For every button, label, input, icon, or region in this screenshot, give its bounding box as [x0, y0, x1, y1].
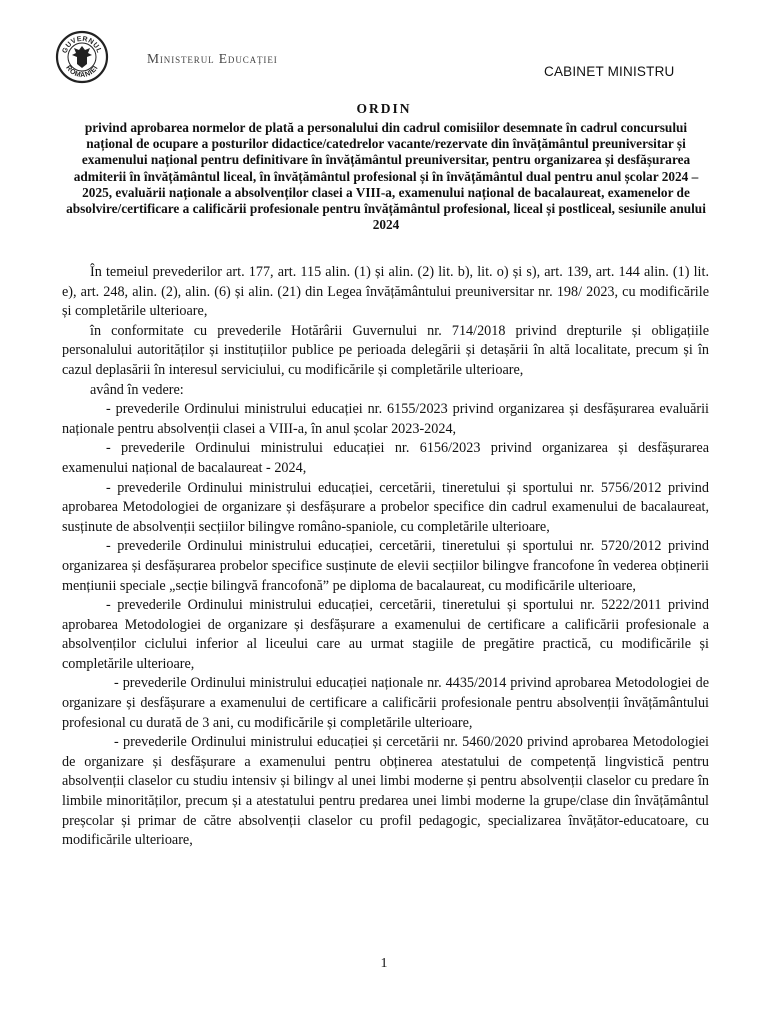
document-body [62, 263, 709, 851]
list-item: - prevederile Ordinului ministrului educației nr. 6156/2023 privind organizarea și desfășurarea examenului național de bacalaureat - 2024, [62, 440, 709, 476]
government-seal-icon [54, 28, 134, 86]
paragraph-considering: având în vedere: [90, 381, 184, 398]
list-item: - prevederile Ordinului ministrului educației, cercetării, tineretului și sportului nr. 5222/2011 privind aprobarea Metodologiei de organizare și desfășurare a examenului de certificare a calificării profesionale a absolvenților ciclului inferior al liceului care au urmat stagiile de pregătire practică, cu modificările și completările ulterioare, [62, 597, 709, 672]
ministry-name: Ministerul Educației [147, 51, 278, 66]
document-title: ORDIN [356, 101, 412, 116]
list-item: - prevederile Ordinului ministrului educației, cercetării, tineretului și sportului nr. 5720/2012 privind organizarea și desfășurarea probelor specifice susținute de elevii secțiilor bilingve francofone în vederea obținerii mențiunii speciale „secție bilingvă francofonă” pe diploma de bacalaureat, cu modificările ulterioare, [62, 538, 709, 594]
seal-text-bottom: ROMÂNIEI [64, 64, 100, 80]
paragraph-conformity: în conformitate cu prevederile Hotărârii Guvernului nr. 714/2018 privind drepturile și obligațiile personalului autorităților și instituțiilor publice pe perioada delegării și detașării în altă localitate, precum și în cazul deplasării în interesul serviciului, cu modificările și completările ulterioare, [62, 322, 709, 378]
paragraph-legal-basis: În temeiul prevederilor art. 177, art. 115 alin. (1) și alin. (2) lit. b), lit. o) și s), art. 139, art. 144 alin. (1) lit. e), art. 248, alin. (2), alin. (6) și alin. (21) din Legea învățământului preuniversitar nr. 198/ 2023, cu modificările și completările ulterioare, [62, 264, 709, 320]
list-item: - prevederile Ordinului ministrului educației nr. 6155/2023 privind organizarea și desfășurarea evaluării naționale pentru absolvenții clasei a VIII-a, în anul școlar 2023-2024, [62, 401, 709, 437]
document-subtitle: privind aprobarea normelor de plată a personalului din cadrul comisiilor desemnate în cadrul concursului național de ocupare a posturilor didactice/catedrelor vacante/rezervate din învățământul preuniversitar și examenului național pentru definitivare în învățământul preuniversitar, pentru organizarea și desfășurarea admiterii în învățământul liceal, în învățământul profesional și în învățământul dual pentru anul școlar 2024 – 2025, evaluării naționale a absolvenților clasei a VIII-a, examenului național de bacalaureat, examenelor de absolvire/certificare a calificării profesionale pentru învățământul profesional, liceal și postliceal, sesiunile anului 2024 [66, 120, 706, 233]
page-number: 1 [380, 956, 388, 971]
list-item: - prevederile Ordinului ministrului educației naționale nr. 4435/2014 privind aprobarea Metodologiei de organizare și desfășurare a examenului de certificare a calificării profesionale pentru absolvenții învățământului profesional cu durată de 3 ani, cu modificările și completările ulterioare, [62, 675, 709, 731]
list-item: - prevederile Ordinului ministrului educației și cercetării nr. 5460/2020 privind aprobarea Metodologiei de organizare și desfășurare a examenului pentru obținerea atestatului de competență lingvistică pentru absolvenții claselor cu studiu intensiv și bilingv al unei limbi moderne și pentru absolvenții claselor cu predare în limbile minorităților, precum și a atestatului pentru predarea unei limbi moderne la grupe/clase din învățământul preșcolar și primar de către absolvenții claselor cu profil pedagogic, specializarea învățător-educatoare, cu modificările ulterioare, [62, 734, 709, 849]
list-item: - prevederile Ordinului ministrului educației, cercetării, tineretului și sportului nr. 5756/2012 privind aprobarea Metodologiei de organizare și desfășurare a probelor specifice din cadrul examenului de bacalaureat, susținute de absolvenții secțiilor bilingve româno-spaniole, cu completările ulterioare, [62, 479, 709, 535]
seal-text-top: GUVERNUL [61, 35, 103, 55]
cabinet-label: CABINET MINISTRU [544, 64, 675, 79]
